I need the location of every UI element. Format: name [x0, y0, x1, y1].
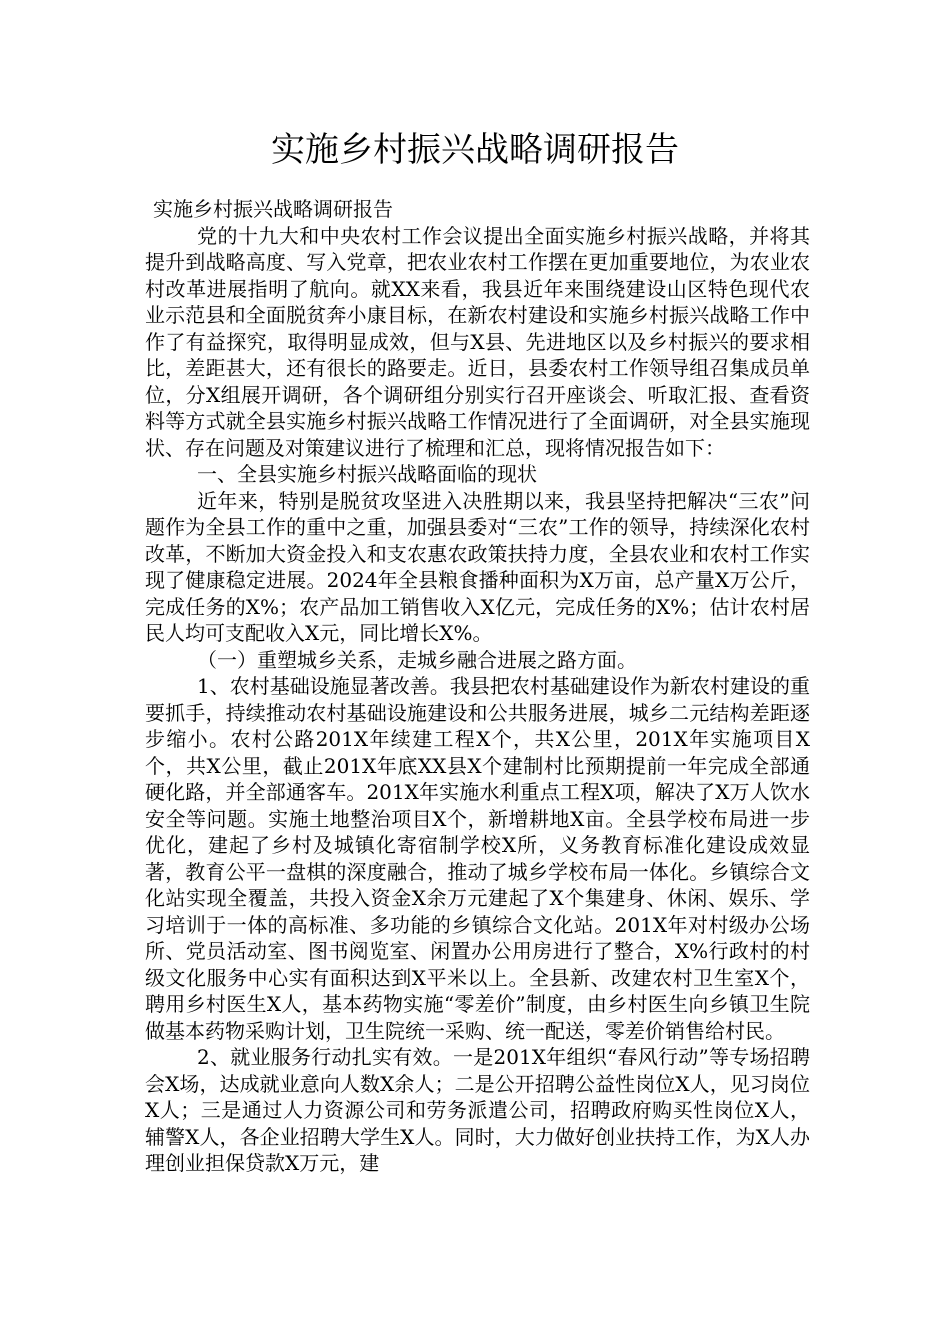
document-subtitle: 实施乡村振兴战略调研报告: [153, 197, 393, 221]
paragraph-employment: 2、就业服务行动扎实有效。一是201X年组织“春风行动”等专场招聘会X场，达成就业意向人数X余人；二是公开招聘公益性岗位X人，见习岗位X人；三是通过人力资源公司和劳务派遣公司，招聘政府购买性岗位X人，辅警X人，各企业招聘大学生X人。同时，大力做好创业扶持工作，为X人办理创业担保贷款X万元，建: [145, 1045, 810, 1175]
paragraph-infrastructure: 1、农村基础设施显著改善。我县把农村基础建设作为新农村建设的重要抓手，持续推动农村基础设施建设和公共服务进展，城乡二元结构差距逐步缩小。农村公路201X年续建工程X个，共X公里，201X年实施项目X个，共X公里，截止201X年底XX县X个建制村比预期提前一年完成全部通硬化路，并全部通客车。201X年实施水利重点工程X项，解决了X万人饮水安全等问题。实施土地整治项目X个，新增耕地X亩。全县学校布局进一步优化，建起了乡村及城镇化寄宿制学校X所，义务教育标准化建设成效显著，教育公平一盘棋的深度融合，推动了城乡学校布局一体化。乡镇综合文化站实现全覆盖，共投入资金X余万元建起了X个集建身、休闲、娱乐、学习培训于一体的高标准、多功能的乡镇综合文化站。201X年对村级办公场所、党员活动室、图书阅览室、闲置办公用房进行了整合，X%行政村的村级文化服务中心实有面积达到X平米以上。全县新、改建农村卫生室X个，聘用乡村医生X人，基本药物实施“零差价”制度，由乡村医生向乡镇卫生院做基本药物采购计划，卫生院统一采购、统一配送，零差价销售给村民。: [145, 674, 810, 1043]
paragraph-intro: 党的十九大和中央农村工作会议提出全面实施乡村振兴战略，并将其提升到战略高度、写入党章，把农业农村工作摆在更加重要地位，为农业农村改革进展指明了航向。就XX来看，我县近年来围绕建设山区特色现代农业示范县和全面脱贫奔小康目标，在新农村建设和实施乡村振兴战略工作中作了有益探究，取得明显成效，但与X县、先进地区以及乡村振兴的要求相比，差距甚大，还有很长的路要走。近日，县委农村工作领导组召集成员单位，分X组展开调研，各个调研组分别实行召开座谈会、听取汇报、查看资料等方式就全县实施乡村振兴战略工作情况进行了全面调研，对全县实施现状、存在问题及对策建议进行了梳理和汇总，现将情况报告如下：: [145, 223, 810, 460]
document-body: [145, 196, 810, 1177]
subsection-heading-1: （一）重塑城乡关系，走城乡融合进展之路方面。: [197, 647, 637, 672]
section-heading-1: 一、全县实施乡村振兴战略面临的现状: [197, 462, 537, 486]
document-title: 实施乡村振兴战略调研报告: [271, 130, 679, 170]
paragraph-status: 近年来，特别是脱贫攻坚进入决胜期以来，我县坚持把解决“三农”问题作为全县工作的重中之重，加强县委对“三农”工作的领导，持续深化农村改革，不断加大资金投入和支农惠农政策扶持力度，全县农业和农村工作实现了健康稳定进展。2024年全县粮食播种面积为X万亩，总产量X万公斤，完成任务的X%；农产品加工销售收入X亿元，完成任务的X%；估计农村居民人均可支配收入X元，同比增长X%。: [145, 488, 810, 645]
